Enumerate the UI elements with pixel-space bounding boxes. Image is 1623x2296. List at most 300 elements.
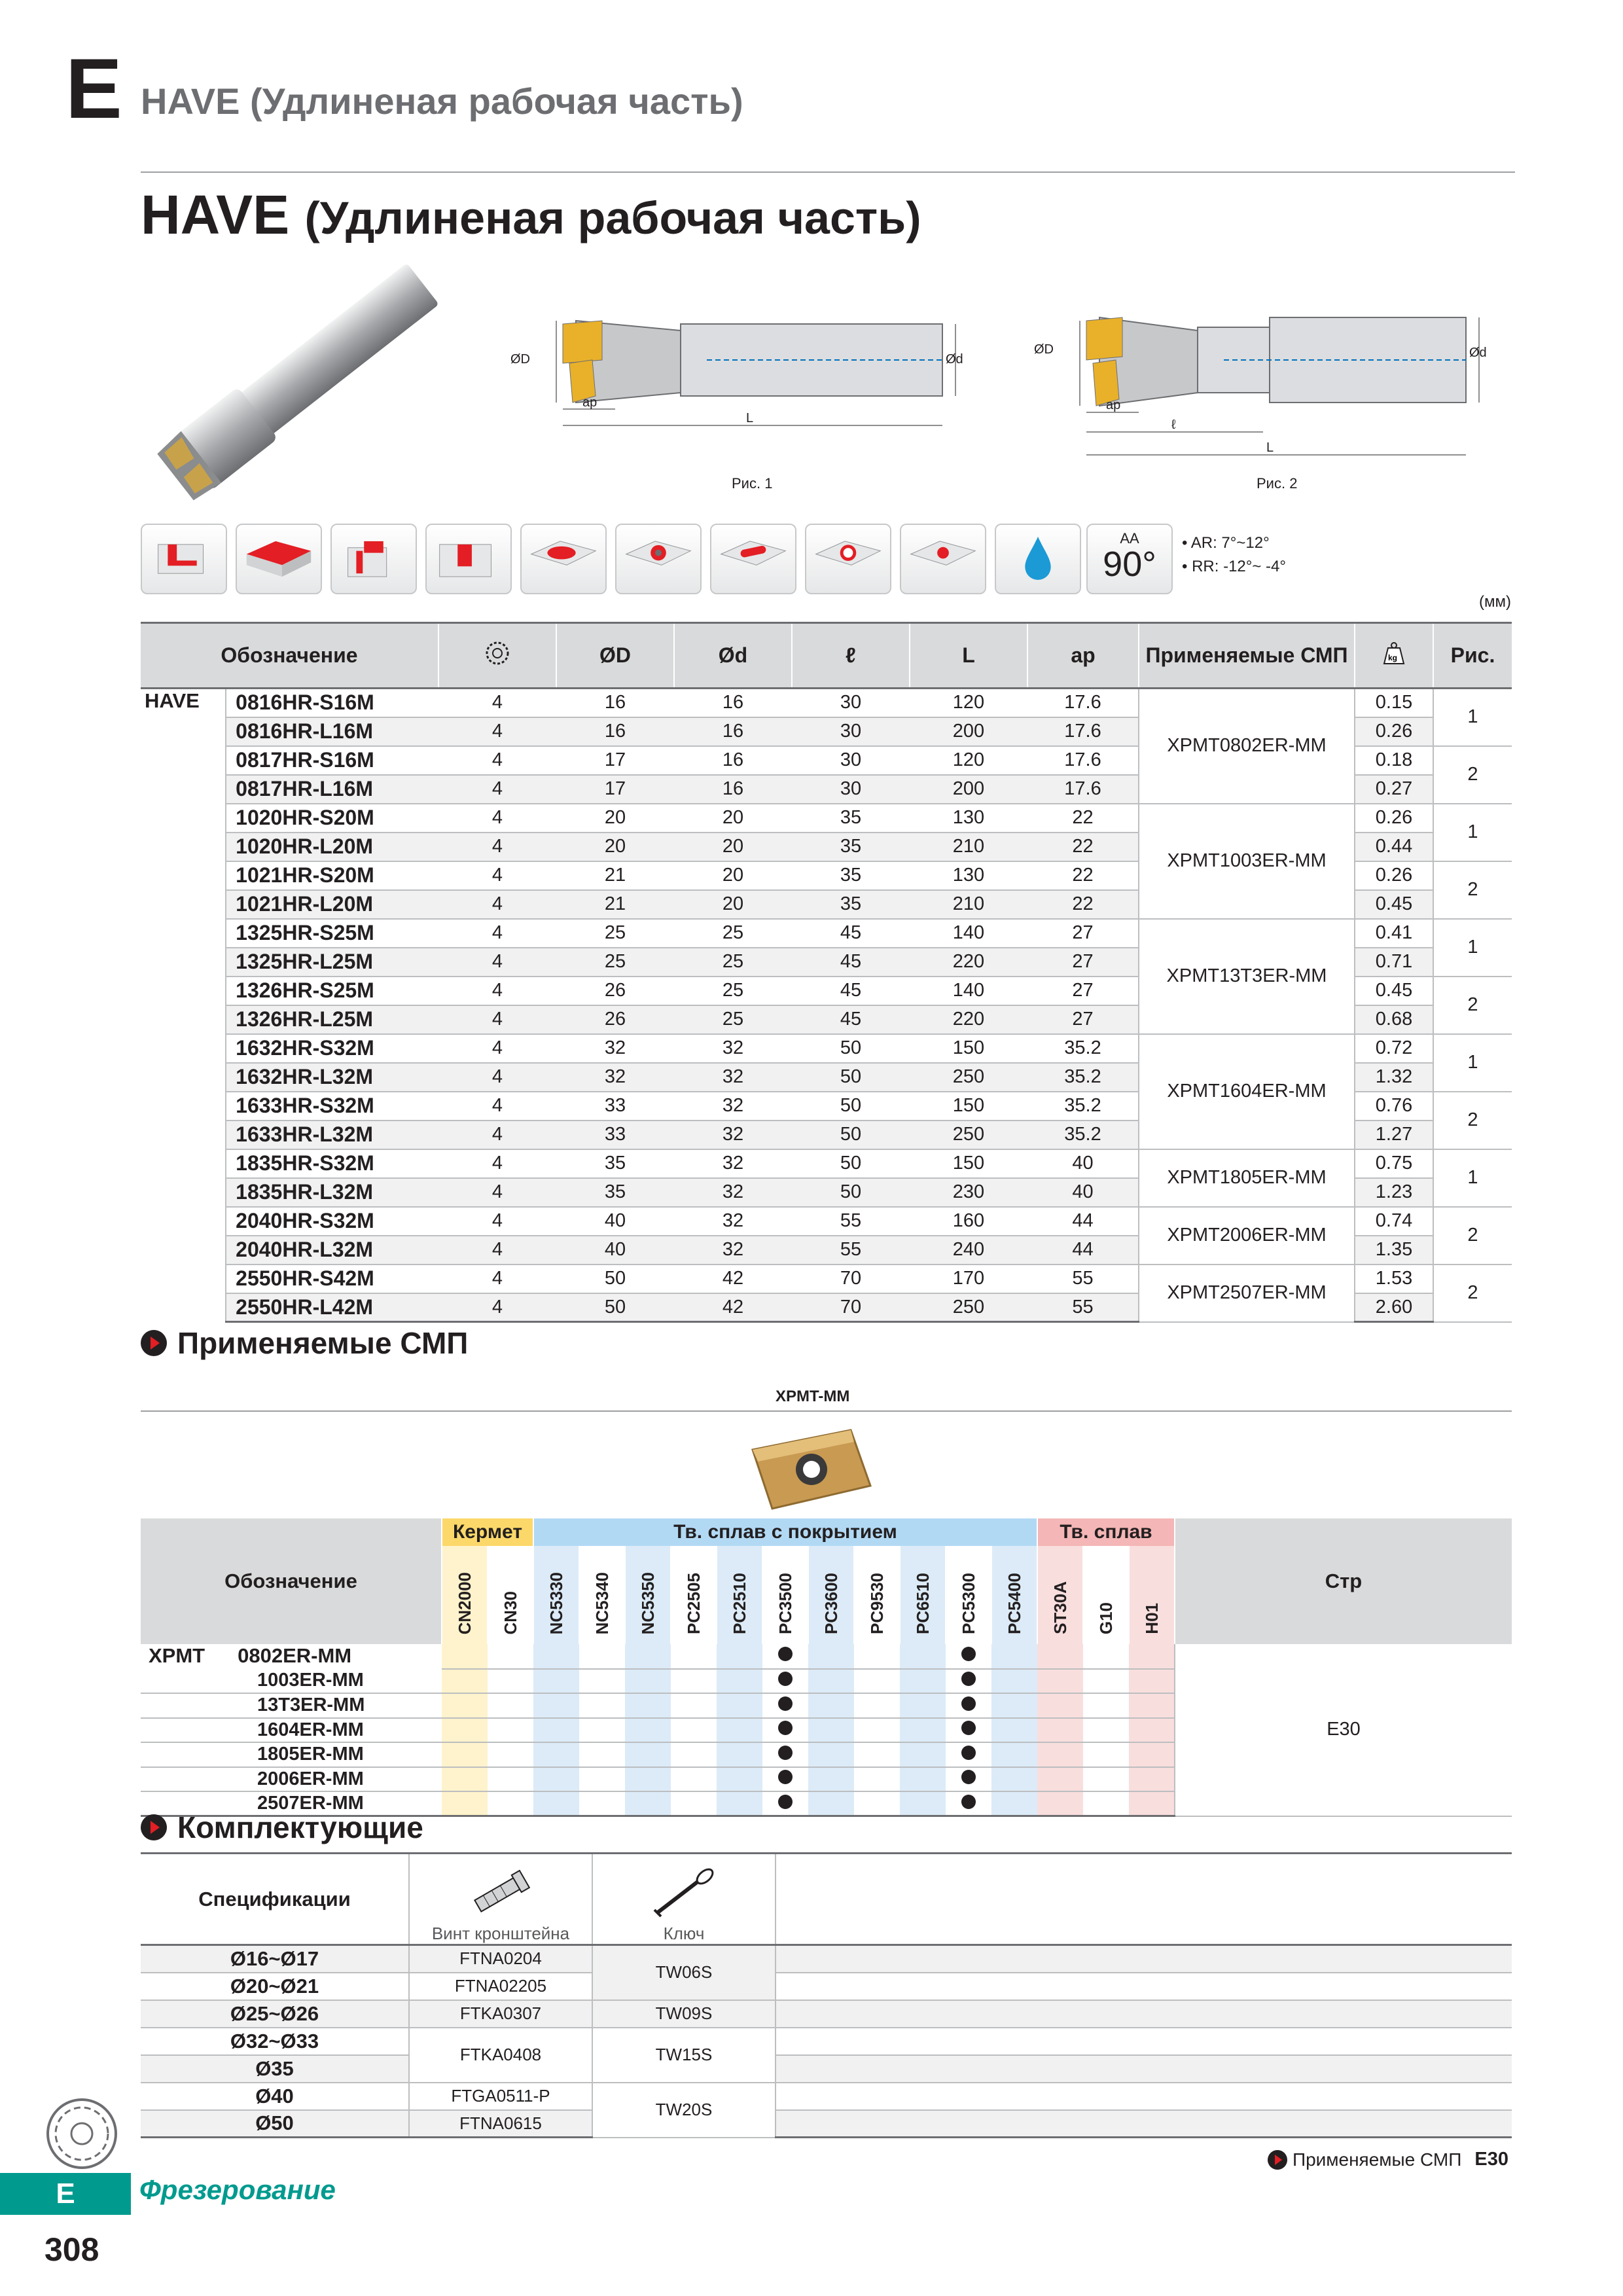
insert-cell: XPMT1003ER-MM (1139, 804, 1355, 919)
grade-cell (625, 1718, 671, 1743)
designation-cell: 1633HR-S32M (226, 1092, 438, 1121)
insert-cell: XPMT13T3ER-MM (1139, 919, 1355, 1034)
teeth-cell: 4 (438, 1293, 556, 1322)
aa-value: 90° (1103, 545, 1156, 584)
grade-cell (488, 1669, 533, 1694)
dim-L-label-2: L (1266, 440, 1274, 455)
l-cell: 55 (792, 1207, 910, 1236)
grade-cell (625, 1693, 671, 1718)
grade-cell (991, 1767, 1037, 1792)
ap-cell: 27 (1027, 977, 1139, 1005)
insert-designation: 13T3ER-MM (141, 1693, 442, 1718)
D-cell: 17 (556, 775, 674, 804)
cutter-table (141, 622, 1512, 1323)
d-cell: 25 (674, 919, 792, 948)
L-cell: 150 (910, 1034, 1027, 1063)
weight-cell: 0.74 (1355, 1207, 1433, 1236)
teeth-cell: 4 (438, 1034, 556, 1063)
grade-cell (946, 1644, 991, 1669)
ap-cell: 55 (1027, 1293, 1139, 1322)
grade-cell (1083, 1669, 1129, 1694)
dim-D-label: ØD (510, 352, 530, 367)
accessory-row (141, 2000, 1512, 2028)
L-cell: 150 (910, 1092, 1027, 1121)
ap-cell: 27 (1027, 1005, 1139, 1034)
col-l: ℓ (792, 623, 910, 689)
ap-cell: 22 (1027, 861, 1139, 890)
grade-cell (762, 1669, 808, 1694)
grade-cell (579, 1669, 625, 1694)
face-milling-icon (236, 524, 322, 594)
d-cell: 42 (674, 1293, 792, 1322)
spec-cell: Ø16~Ø17 (141, 1945, 409, 1973)
grade-cell (808, 1767, 854, 1792)
D-cell: 40 (556, 1207, 674, 1236)
weight-cell: 0.15 (1355, 689, 1433, 717)
L-cell: 240 (910, 1236, 1027, 1265)
teeth-cell: 4 (438, 1236, 556, 1265)
arrow-bullet-icon (141, 1330, 167, 1356)
D-cell: 33 (556, 1092, 674, 1121)
D-cell: 21 (556, 890, 674, 919)
grade-cell (808, 1693, 854, 1718)
grade-cell (488, 1767, 533, 1792)
designation-cell: 1835HR-L32M (226, 1178, 438, 1207)
availability-dot (778, 1672, 793, 1686)
grade-cell (442, 1791, 488, 1816)
teeth-cell: 4 (438, 919, 556, 948)
cutter-row (141, 804, 1512, 833)
cutter-row (141, 1149, 1512, 1178)
rake-angles (1182, 531, 1286, 579)
dim-l-label: ℓ (1171, 418, 1176, 432)
designation-cell: 0817HR-S16M (226, 746, 438, 775)
availability-dot (961, 1721, 976, 1735)
designation-cell: 1326HR-L25M (226, 1005, 438, 1034)
step-milling-icon (330, 524, 417, 594)
axial-rake: • AR: 7°~12° (1182, 534, 1270, 552)
teeth-cell: 4 (438, 977, 556, 1005)
grade-cell (1037, 1791, 1083, 1816)
insert-cell: XPMT2507ER-MM (1139, 1265, 1355, 1322)
grade-cell (991, 1693, 1037, 1718)
grade-cell (579, 1767, 625, 1792)
insert-photo (740, 1424, 883, 1515)
teeth-cell: 4 (438, 746, 556, 775)
key-wrench-icon (645, 1867, 723, 1919)
grade-header-pc3600: PC3600 (808, 1546, 854, 1644)
l-cell: 45 (792, 948, 910, 977)
grade-cell (762, 1791, 808, 1816)
insert-type-label: XPMT-MM (776, 1388, 850, 1405)
availability-dot (778, 1647, 793, 1661)
section-tab[interactable]: E (0, 2173, 131, 2215)
dim-d-label: Ød (946, 352, 963, 367)
figure-1-caption: Рис. 1 (732, 475, 773, 492)
carbide-group-header: Тв. сплав (1037, 1518, 1175, 1546)
acc-col-key-label: Ключ (663, 1924, 705, 1943)
grade-cell (1083, 1791, 1129, 1816)
ap-cell: 17.6 (1027, 689, 1139, 717)
grade-cell (900, 1718, 946, 1743)
grade-cell (808, 1718, 854, 1743)
grade-cell (717, 1767, 762, 1792)
insert-designation: 1805ER-MM (141, 1742, 442, 1767)
l-cell: 45 (792, 977, 910, 1005)
d-cell: 32 (674, 1121, 792, 1149)
availability-dot (961, 1795, 976, 1809)
col-teeth (438, 623, 556, 689)
designation-cell: 2550HR-L42M (226, 1293, 438, 1322)
key-cell: TW06S (592, 1945, 776, 2000)
d-cell: 25 (674, 1005, 792, 1034)
ap-cell: 22 (1027, 804, 1139, 833)
plunge-icon (900, 524, 986, 594)
arrow-bullet-icon (1268, 2150, 1287, 2170)
weight-cell: 0.26 (1355, 717, 1433, 746)
section-letter: E (65, 41, 122, 136)
grade-cell (671, 1742, 717, 1767)
shoulder-milling-icon (141, 524, 227, 594)
grade-cell (762, 1718, 808, 1743)
grade-cell (717, 1791, 762, 1816)
insert-cell: XPMT1805ER-MM (1139, 1149, 1355, 1207)
insert-designation: 1604ER-MM (141, 1718, 442, 1743)
d-cell: 16 (674, 717, 792, 746)
d-cell: 20 (674, 861, 792, 890)
D-cell: 32 (556, 1063, 674, 1092)
grade-cell (488, 1742, 533, 1767)
l-cell: 50 (792, 1178, 910, 1207)
grade-header-nc5340: NC5340 (579, 1546, 625, 1644)
insert-grade-body (141, 1644, 1512, 1816)
weight-cell: 0.18 (1355, 746, 1433, 775)
spec-cell: Ø40 (141, 2083, 409, 2110)
cutter-row (141, 1034, 1512, 1063)
grade-cell (946, 1669, 991, 1694)
accessories-section-title: Комплектующие (141, 1810, 423, 1845)
insert-divider (141, 1410, 1512, 1412)
D-cell: 16 (556, 689, 674, 717)
slotting-icon (425, 524, 512, 594)
grade-cell (808, 1791, 854, 1816)
arrow-bullet-icon (141, 1814, 167, 1840)
ap-cell: 40 (1027, 1149, 1139, 1178)
D-cell: 20 (556, 833, 674, 861)
grade-cell (717, 1693, 762, 1718)
d-cell: 42 (674, 1265, 792, 1293)
availability-dot (961, 1696, 976, 1711)
ap-cell: 35.2 (1027, 1092, 1139, 1121)
designation-cell: 1326HR-S25M (226, 977, 438, 1005)
D-cell: 16 (556, 717, 674, 746)
grade-cell (946, 1791, 991, 1816)
l-cell: 30 (792, 775, 910, 804)
d-cell: 32 (674, 1149, 792, 1178)
weight-cell: 0.44 (1355, 833, 1433, 861)
teeth-cell: 4 (438, 890, 556, 919)
col-d: Ød (674, 623, 792, 689)
designation-cell: 1325HR-S25M (226, 919, 438, 948)
ap-cell: 35.2 (1027, 1034, 1139, 1063)
accessory-row (141, 1945, 1512, 1973)
insert-page-link[interactable] (1268, 2149, 1508, 2170)
grade-cell (808, 1742, 854, 1767)
designation-cell: 1632HR-L32M (226, 1063, 438, 1092)
D-cell: 50 (556, 1293, 674, 1322)
header-divider (141, 171, 1515, 173)
clamp-screw-icon (461, 1867, 540, 1919)
teeth-count-icon (484, 640, 510, 666)
teeth-cell: 4 (438, 1121, 556, 1149)
figure-cell: 2 (1433, 746, 1512, 804)
designation-cell: 2550HR-S42M (226, 1265, 438, 1293)
availability-dot (778, 1746, 793, 1760)
grade-cell (1129, 1644, 1175, 1669)
L-cell: 250 (910, 1121, 1027, 1149)
slot-milling-icon (710, 524, 796, 594)
grade-cell (533, 1742, 579, 1767)
dim-D-label-2: ØD (1034, 342, 1054, 357)
series-label: HAVE (145, 689, 200, 712)
D-cell: 35 (556, 1149, 674, 1178)
key-cell: TW20S (592, 2083, 776, 2138)
col-designation: Обозначение (141, 623, 438, 689)
key-cell: TW09S (592, 2000, 776, 2028)
cermet-group-header: Кермет (442, 1518, 533, 1546)
grade-cell (946, 1767, 991, 1792)
grade-cell (1129, 1742, 1175, 1767)
grade-cell (1037, 1767, 1083, 1792)
col-fig: Рис. (1433, 623, 1512, 689)
teeth-cell: 4 (438, 1149, 556, 1178)
cutter-row (141, 689, 1512, 717)
svg-text:kg: kg (1388, 653, 1398, 662)
figure-cell: 2 (1433, 977, 1512, 1034)
grade-cell (991, 1718, 1037, 1743)
grade-cell (671, 1644, 717, 1669)
l-cell: 30 (792, 746, 910, 775)
l-cell: 50 (792, 1121, 910, 1149)
grade-cell (671, 1718, 717, 1743)
weight-cell: 0.72 (1355, 1034, 1433, 1063)
accessory-row (141, 1973, 1512, 2000)
l-cell: 55 (792, 1236, 910, 1265)
weight-cell: 0.27 (1355, 775, 1433, 804)
grade-cell (1129, 1693, 1175, 1718)
milling-cutter-logo (39, 2094, 124, 2173)
grade-cell (625, 1767, 671, 1792)
grade-header-pc3500: PC3500 (762, 1546, 808, 1644)
figure-1-drawing (510, 298, 982, 448)
grade-cell (1129, 1767, 1175, 1792)
d-cell: 25 (674, 948, 792, 977)
grade-cell (1037, 1669, 1083, 1694)
designation-cell: 1835HR-S32M (226, 1149, 438, 1178)
d-cell: 32 (674, 1207, 792, 1236)
cutter-table-body (141, 689, 1512, 1322)
weight-cell: 0.45 (1355, 977, 1433, 1005)
acc-col-screw-label: Винт кронштейна (431, 1924, 570, 1943)
L-cell: 140 (910, 919, 1027, 948)
L-cell: 160 (910, 1207, 1027, 1236)
grade-cell (900, 1791, 946, 1816)
dim-ap-label: ap (582, 395, 597, 410)
teeth-cell: 4 (438, 1207, 556, 1236)
grade-cell (717, 1718, 762, 1743)
teeth-cell: 4 (438, 689, 556, 717)
grade-cell (533, 1718, 579, 1743)
weight-cell: 0.26 (1355, 861, 1433, 890)
availability-dot (778, 1770, 793, 1784)
ap-cell: 17.6 (1027, 717, 1139, 746)
dim-d-label-2: Ød (1469, 346, 1487, 360)
accessory-row (141, 2055, 1512, 2083)
d-cell: 32 (674, 1034, 792, 1063)
insert-designation: 2507ER-MM (141, 1791, 442, 1816)
grade-cell (1037, 1644, 1083, 1669)
grade-cell (946, 1718, 991, 1743)
grade-cell (717, 1742, 762, 1767)
teeth-cell: 4 (438, 804, 556, 833)
grade-header-pc2510: PC2510 (717, 1546, 762, 1644)
grade-cell (900, 1693, 946, 1718)
grade-cell (854, 1767, 900, 1792)
d-cell: 32 (674, 1063, 792, 1092)
grade-cell (442, 1767, 488, 1792)
grade-header-cn30: CN30 (488, 1546, 533, 1644)
weight-cell: 1.32 (1355, 1063, 1433, 1092)
grade-cell (1129, 1669, 1175, 1694)
D-cell: 25 (556, 919, 674, 948)
L-cell: 220 (910, 1005, 1027, 1034)
D-cell: 25 (556, 948, 674, 977)
insert-grade-table (141, 1518, 1512, 1817)
screw-cell: FTGA0511-P (409, 2083, 592, 2110)
weight-cell: 0.76 (1355, 1092, 1433, 1121)
teeth-cell: 4 (438, 833, 556, 861)
d-cell: 32 (674, 1092, 792, 1121)
L-cell: 250 (910, 1293, 1027, 1322)
unit-label: (мм) (1479, 593, 1511, 611)
grade-header-pc5300: PC5300 (946, 1546, 991, 1644)
grade-cell (579, 1718, 625, 1743)
weight-cell: 1.23 (1355, 1178, 1433, 1207)
weight-cell: 0.41 (1355, 919, 1433, 948)
figure-cell: 1 (1433, 919, 1512, 977)
radial-rake: • RR: -12°~ -4° (1182, 558, 1286, 575)
page-ref-cell[interactable]: E30 (1175, 1644, 1512, 1816)
cutter-row (141, 1265, 1512, 1293)
grade-cell (808, 1644, 854, 1669)
l-cell: 50 (792, 1092, 910, 1121)
availability-dot (778, 1696, 793, 1711)
acc-col-spec: Спецификации (141, 1854, 409, 1945)
grade-cell (625, 1669, 671, 1694)
helical-interpolation-icon (615, 524, 702, 594)
spec-cell: Ø50 (141, 2110, 409, 2138)
d-cell: 25 (674, 977, 792, 1005)
entering-angle-box (1086, 524, 1173, 594)
L-cell: 210 (910, 890, 1027, 919)
grade-cell (442, 1742, 488, 1767)
d-cell: 16 (674, 689, 792, 717)
grade-cell (900, 1742, 946, 1767)
weight-cell: 0.68 (1355, 1005, 1433, 1034)
D-cell: 20 (556, 804, 674, 833)
screw-cell: FTKA0307 (409, 2000, 592, 2028)
grade-cell (808, 1669, 854, 1694)
grade-cell (1129, 1791, 1175, 1816)
col-L: L (910, 623, 1027, 689)
page-number: 308 (45, 2231, 99, 2268)
grade-header-nc5330: NC5330 (533, 1546, 579, 1644)
screw-cell: FTNA02205 (409, 1973, 592, 2000)
grade-cell (1037, 1742, 1083, 1767)
accessory-row (141, 2028, 1512, 2055)
grade-cell (533, 1669, 579, 1694)
L-cell: 210 (910, 833, 1027, 861)
ap-cell: 22 (1027, 890, 1139, 919)
accessories-table (141, 1852, 1512, 2138)
L-cell: 120 (910, 689, 1027, 717)
figure-2-drawing (1034, 298, 1505, 468)
designation-cell: 1020HR-S20M (226, 804, 438, 833)
designation-cell: 1020HR-L20M (226, 833, 438, 861)
designation-cell: 1632HR-S32M (226, 1034, 438, 1063)
grade-cell (717, 1669, 762, 1694)
tool-photo (134, 252, 474, 501)
grade-header-pc6510: PC6510 (900, 1546, 946, 1644)
L-cell: 170 (910, 1265, 1027, 1293)
designation-cell: 1021HR-L20M (226, 890, 438, 919)
grade-cell (762, 1742, 808, 1767)
figure-cell: 1 (1433, 689, 1512, 746)
availability-dot (778, 1795, 793, 1809)
d-cell: 20 (674, 833, 792, 861)
coolant-icon (995, 524, 1081, 594)
cutter-row (141, 919, 1512, 948)
availability-dot (778, 1721, 793, 1735)
teeth-cell: 4 (438, 1092, 556, 1121)
L-cell: 200 (910, 717, 1027, 746)
figure-cell: 2 (1433, 1207, 1512, 1265)
L-cell: 130 (910, 804, 1027, 833)
l-cell: 30 (792, 689, 910, 717)
d-cell: 16 (674, 775, 792, 804)
designation-cell: 2040HR-S32M (226, 1207, 438, 1236)
ap-cell: 17.6 (1027, 746, 1139, 775)
figure-cell: 1 (1433, 1034, 1512, 1092)
l-cell: 35 (792, 890, 910, 919)
insert-designation: 1003ER-MM (141, 1669, 442, 1694)
l-cell: 35 (792, 804, 910, 833)
l-cell: 50 (792, 1063, 910, 1092)
title-subtitle: (Удлиненая рабочая часть) (304, 192, 921, 243)
L-cell: 120 (910, 746, 1027, 775)
grade-cell (579, 1742, 625, 1767)
header-title: HAVE (Удлиненая рабочая часть) (141, 81, 743, 122)
grade-cell (625, 1742, 671, 1767)
ins-col-designation: Обозначение (141, 1518, 442, 1644)
l-cell: 50 (792, 1149, 910, 1178)
screw-cell: FTNA0615 (409, 2110, 592, 2138)
grade-header-st30a: ST30A (1037, 1546, 1083, 1644)
designation-cell: 1021HR-S20M (226, 861, 438, 890)
grade-cell (442, 1669, 488, 1694)
teeth-cell: 4 (438, 1178, 556, 1207)
D-cell: 32 (556, 1034, 674, 1063)
